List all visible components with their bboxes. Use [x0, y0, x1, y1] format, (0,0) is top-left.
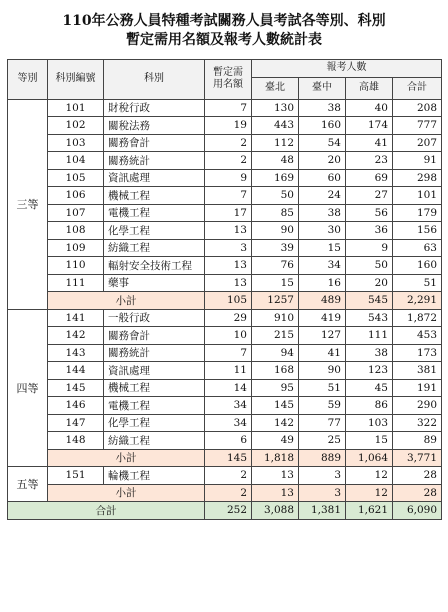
subtotal-total: 28 — [393, 484, 442, 502]
total-cell: 28 — [393, 467, 442, 485]
header-quota: 暫定需用名額 — [205, 60, 252, 100]
kaohsiung-cell: 174 — [346, 117, 393, 135]
header-applicants: 報考人數 — [252, 60, 442, 78]
total-cell: 156 — [393, 222, 442, 240]
taichung-cell: 90 — [299, 362, 346, 380]
quota-cell: 7 — [205, 187, 252, 205]
kaohsiung-cell: 50 — [346, 257, 393, 275]
taipei-cell: 76 — [252, 257, 299, 275]
table-row — [8, 99, 442, 117]
total-cell: 101 — [393, 187, 442, 205]
table-row — [8, 152, 442, 170]
total-cell: 91 — [393, 152, 442, 170]
taipei-cell: 94 — [252, 344, 299, 362]
subject-name: 一般行政 — [104, 309, 205, 327]
kaohsiung-cell: 40 — [346, 99, 393, 117]
subtotal-taichung: 3 — [299, 484, 346, 502]
total-cell: 290 — [393, 397, 442, 415]
table-row — [8, 169, 442, 187]
taipei-cell: 169 — [252, 169, 299, 187]
quota-cell: 7 — [205, 99, 252, 117]
grand-total-quota: 252 — [205, 502, 252, 520]
quota-cell: 2 — [205, 152, 252, 170]
total-cell: 51 — [393, 274, 442, 292]
table-row — [8, 362, 442, 380]
taichung-cell: 25 — [299, 432, 346, 450]
taipei-cell: 443 — [252, 117, 299, 135]
subtotal-total: 2,291 — [393, 292, 442, 310]
taichung-cell: 60 — [299, 169, 346, 187]
subject-code: 142 — [48, 327, 104, 345]
taichung-cell: 160 — [299, 117, 346, 135]
subject-name: 輪機工程 — [104, 467, 205, 485]
subtotal-quota: 145 — [205, 449, 252, 467]
subject-name: 機械工程 — [104, 379, 205, 397]
quota-cell: 2 — [205, 134, 252, 152]
quota-cell: 13 — [205, 222, 252, 240]
subtotal-taipei: 13 — [252, 484, 299, 502]
kaohsiung-cell: 111 — [346, 327, 393, 345]
taipei-cell: 39 — [252, 239, 299, 257]
total-cell: 207 — [393, 134, 442, 152]
table-body — [8, 99, 442, 519]
quota-cell: 17 — [205, 204, 252, 222]
table-row — [8, 397, 442, 415]
subject-name: 關稅法務 — [104, 117, 205, 135]
taichung-cell: 20 — [299, 152, 346, 170]
total-cell: 173 — [393, 344, 442, 362]
kaohsiung-cell: 543 — [346, 309, 393, 327]
subject-name: 財稅行政 — [104, 99, 205, 117]
grand-total-total: 6,090 — [393, 502, 442, 520]
taipei-cell: 130 — [252, 99, 299, 117]
table-row — [8, 432, 442, 450]
total-cell: 191 — [393, 379, 442, 397]
table-row — [8, 239, 442, 257]
subject-name: 關務統計 — [104, 344, 205, 362]
kaohsiung-cell: 27 — [346, 187, 393, 205]
taipei-cell: 142 — [252, 414, 299, 432]
taichung-cell: 30 — [299, 222, 346, 240]
subject-code: 147 — [48, 414, 104, 432]
table-row — [8, 309, 442, 327]
taipei-cell: 50 — [252, 187, 299, 205]
total-cell: 298 — [393, 169, 442, 187]
total-cell: 453 — [393, 327, 442, 345]
taipei-cell: 90 — [252, 222, 299, 240]
taichung-cell: 51 — [299, 379, 346, 397]
subject-name: 關務會計 — [104, 134, 205, 152]
subject-code: 103 — [48, 134, 104, 152]
quota-cell: 11 — [205, 362, 252, 380]
taichung-cell: 15 — [299, 239, 346, 257]
subtotal-label: 小計 — [48, 292, 205, 310]
quota-cell: 19 — [205, 117, 252, 135]
subject-name: 資訊處理 — [104, 362, 205, 380]
taichung-cell: 3 — [299, 467, 346, 485]
subject-name: 關務會計 — [104, 327, 205, 345]
taichung-cell: 38 — [299, 204, 346, 222]
subtotal-quota: 105 — [205, 292, 252, 310]
subtotal-taipei: 1,818 — [252, 449, 299, 467]
total-cell: 1,872 — [393, 309, 442, 327]
subtotal-taichung: 889 — [299, 449, 346, 467]
header-total: 合計 — [393, 77, 442, 99]
header-taipei: 臺北 — [252, 77, 299, 99]
kaohsiung-cell: 86 — [346, 397, 393, 415]
quota-cell: 13 — [205, 274, 252, 292]
grand-total-label: 合計 — [8, 502, 205, 520]
total-cell: 322 — [393, 414, 442, 432]
taipei-cell: 85 — [252, 204, 299, 222]
quota-cell: 3 — [205, 239, 252, 257]
table-header — [8, 60, 442, 100]
kaohsiung-cell: 9 — [346, 239, 393, 257]
grand-total-taipei: 3,088 — [252, 502, 299, 520]
subject-code: 106 — [48, 187, 104, 205]
subject-code: 148 — [48, 432, 104, 450]
subject-code: 105 — [48, 169, 104, 187]
taipei-cell: 910 — [252, 309, 299, 327]
quota-cell: 7 — [205, 344, 252, 362]
table-row — [8, 117, 442, 135]
subject-code: 107 — [48, 204, 104, 222]
table-row — [8, 204, 442, 222]
kaohsiung-cell: 56 — [346, 204, 393, 222]
taipei-cell: 168 — [252, 362, 299, 380]
taichung-cell: 77 — [299, 414, 346, 432]
quota-cell: 13 — [205, 257, 252, 275]
kaohsiung-cell: 12 — [346, 467, 393, 485]
subject-name: 化學工程 — [104, 414, 205, 432]
grade-label: 三等 — [8, 99, 48, 309]
subject-name: 紡織工程 — [104, 432, 205, 450]
header-code: 科別編號 — [48, 60, 104, 100]
subtotal-kaohsiung: 12 — [346, 484, 393, 502]
header-grade: 等別 — [8, 60, 48, 100]
table-row — [8, 414, 442, 432]
subject-code: 101 — [48, 99, 104, 117]
total-cell: 179 — [393, 204, 442, 222]
subject-name: 資訊處理 — [104, 169, 205, 187]
subject-name: 關務統計 — [104, 152, 205, 170]
taipei-cell: 215 — [252, 327, 299, 345]
subtotal-taipei: 1257 — [252, 292, 299, 310]
quota-cell: 9 — [205, 169, 252, 187]
quota-cell: 34 — [205, 397, 252, 415]
grade-label: 五等 — [8, 467, 48, 502]
subject-name: 輻射安全技術工程 — [104, 257, 205, 275]
taichung-cell: 24 — [299, 187, 346, 205]
subject-name: 紡織工程 — [104, 239, 205, 257]
subtotal-label: 小計 — [48, 449, 205, 467]
subtotal-row — [8, 292, 442, 310]
subtotal-kaohsiung: 1,064 — [346, 449, 393, 467]
table-row — [8, 379, 442, 397]
subtotal-row — [8, 484, 442, 502]
subject-code: 110 — [48, 257, 104, 275]
kaohsiung-cell: 20 — [346, 274, 393, 292]
quota-cell: 34 — [205, 414, 252, 432]
subject-code: 108 — [48, 222, 104, 240]
taipei-cell: 13 — [252, 467, 299, 485]
kaohsiung-cell: 23 — [346, 152, 393, 170]
total-cell: 160 — [393, 257, 442, 275]
kaohsiung-cell: 45 — [346, 379, 393, 397]
subject-code: 109 — [48, 239, 104, 257]
table-row — [8, 274, 442, 292]
subtotal-total: 3,771 — [393, 449, 442, 467]
quota-cell: 29 — [205, 309, 252, 327]
table-row — [8, 187, 442, 205]
taipei-cell: 15 — [252, 274, 299, 292]
kaohsiung-cell: 103 — [346, 414, 393, 432]
taichung-cell: 34 — [299, 257, 346, 275]
report-title-line2: 暫定需用名額及報考人數統計表 — [126, 32, 322, 48]
kaohsiung-cell: 41 — [346, 134, 393, 152]
subject-code: 111 — [48, 274, 104, 292]
total-cell: 63 — [393, 239, 442, 257]
subject-code: 145 — [48, 379, 104, 397]
subtotal-label: 小計 — [48, 484, 205, 502]
subject-code: 102 — [48, 117, 104, 135]
subtotal-kaohsiung: 545 — [346, 292, 393, 310]
kaohsiung-cell: 15 — [346, 432, 393, 450]
grade-label: 四等 — [8, 309, 48, 467]
statistics-table — [7, 59, 442, 520]
kaohsiung-cell: 36 — [346, 222, 393, 240]
subject-code: 146 — [48, 397, 104, 415]
quota-cell: 6 — [205, 432, 252, 450]
taichung-cell: 54 — [299, 134, 346, 152]
subject-name: 化學工程 — [104, 222, 205, 240]
taipei-cell: 49 — [252, 432, 299, 450]
subject-name: 電機工程 — [104, 397, 205, 415]
table-row — [8, 467, 442, 485]
header-kaohsiung: 高雄 — [346, 77, 393, 99]
taichung-cell: 41 — [299, 344, 346, 362]
table-row — [8, 222, 442, 240]
subject-code: 141 — [48, 309, 104, 327]
subject-name: 電機工程 — [104, 204, 205, 222]
quota-cell: 10 — [205, 327, 252, 345]
grand-total-taichung: 1,381 — [299, 502, 346, 520]
grand-total-kaohsiung: 1,621 — [346, 502, 393, 520]
subject-code: 144 — [48, 362, 104, 380]
kaohsiung-cell: 123 — [346, 362, 393, 380]
subtotal-quota: 2 — [205, 484, 252, 502]
taipei-cell: 95 — [252, 379, 299, 397]
kaohsiung-cell: 69 — [346, 169, 393, 187]
subtotal-taichung: 489 — [299, 292, 346, 310]
subject-code: 151 — [48, 467, 104, 485]
subject-name: 藥事 — [104, 274, 205, 292]
total-cell: 777 — [393, 117, 442, 135]
report-title-line1: 110年公務人員特種考試關務人員考試各等別、科別 — [62, 13, 386, 29]
taipei-cell: 145 — [252, 397, 299, 415]
table-row — [8, 344, 442, 362]
total-cell: 381 — [393, 362, 442, 380]
taipei-cell: 112 — [252, 134, 299, 152]
taipei-cell: 48 — [252, 152, 299, 170]
subtotal-row — [8, 449, 442, 467]
taichung-cell: 38 — [299, 99, 346, 117]
header-subject: 科別 — [104, 60, 205, 100]
header-taichung: 臺中 — [299, 77, 346, 99]
table-row — [8, 134, 442, 152]
quota-cell: 14 — [205, 379, 252, 397]
grand-total-row — [8, 502, 442, 520]
taichung-cell: 16 — [299, 274, 346, 292]
subject-name: 機械工程 — [104, 187, 205, 205]
total-cell: 89 — [393, 432, 442, 450]
kaohsiung-cell: 38 — [346, 344, 393, 362]
taichung-cell: 59 — [299, 397, 346, 415]
quota-cell: 2 — [205, 467, 252, 485]
taichung-cell: 419 — [299, 309, 346, 327]
total-cell: 208 — [393, 99, 442, 117]
taichung-cell: 127 — [299, 327, 346, 345]
subject-code: 104 — [48, 152, 104, 170]
table-row — [8, 257, 442, 275]
subject-code: 143 — [48, 344, 104, 362]
table-row — [8, 327, 442, 345]
